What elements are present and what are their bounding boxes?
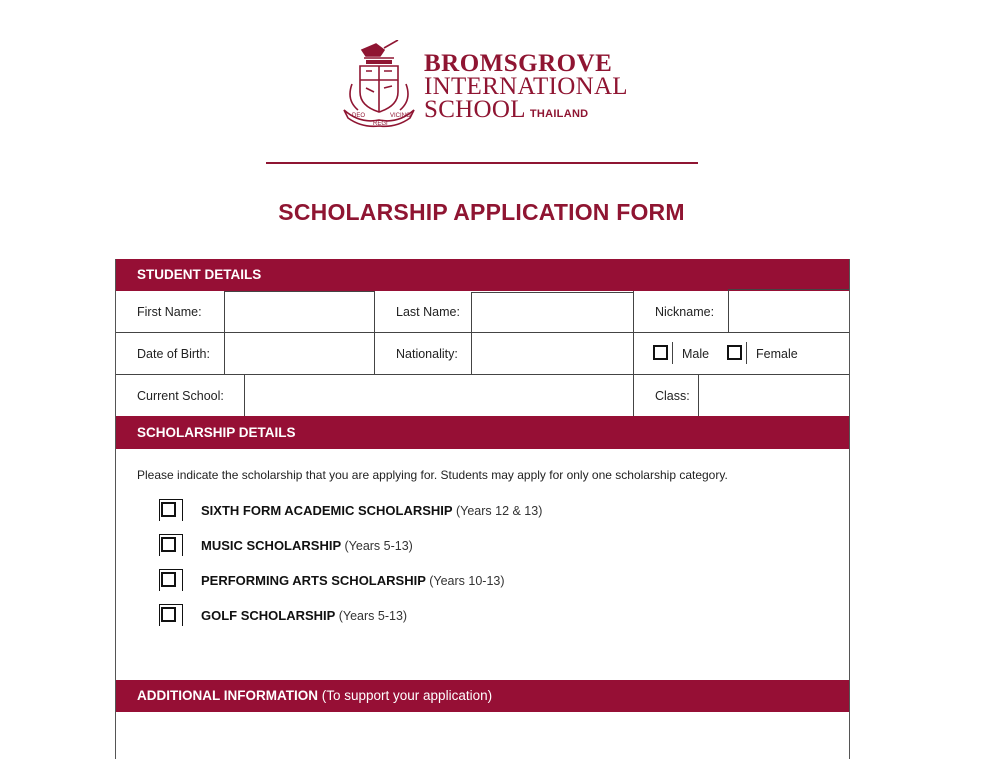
first-name-field[interactable]: [225, 292, 374, 332]
motto-right: VICINO: [390, 113, 411, 119]
school-logo: [340, 40, 630, 135]
scholarship-option: [201, 573, 505, 588]
checkbox-frame: [672, 342, 673, 364]
checkbox-frame: [746, 342, 747, 364]
nationality-field[interactable]: [472, 333, 633, 374]
scholarship-years: (Years 12 & 13): [455, 504, 543, 518]
nickname-label: Nickname:: [655, 305, 715, 319]
golf-checkbox[interactable]: [159, 604, 183, 626]
scholarship-name: MUSIC SCHOLARSHIP: [201, 538, 341, 553]
additional-info-field[interactable]: [116, 712, 849, 752]
scholarship-years: (Years 10-13): [429, 574, 505, 588]
last-name-label: Last Name:: [396, 305, 460, 319]
additional-info-heading: ADDITIONAL INFORMATION: [137, 688, 318, 703]
additional-info-subheading: (To support your application): [321, 688, 493, 703]
class-field[interactable]: [699, 375, 849, 416]
dob-field[interactable]: [225, 333, 374, 374]
nationality-label: Nationality:: [396, 347, 458, 361]
school-crest-icon: [340, 40, 420, 132]
scholarship-option: [201, 538, 413, 553]
scholarship-name: PERFORMING ARTS SCHOLARSHIP: [201, 573, 426, 588]
male-checkbox[interactable]: [653, 345, 668, 360]
header-divider: [266, 162, 698, 164]
school-name-line2: INTERNATIONAL: [424, 73, 628, 100]
scholarship-name: GOLF SCHOLARSHIP: [201, 608, 336, 623]
col-divider: [633, 291, 634, 416]
checkbox-box: [161, 537, 176, 552]
application-form: [115, 259, 850, 759]
col-divider: [374, 291, 375, 374]
first-name-label: First Name:: [137, 305, 202, 319]
student-details-header: [116, 259, 849, 291]
current-school-field[interactable]: [245, 375, 633, 416]
page-title: SCHOLARSHIP APPLICATION FORM: [278, 199, 685, 225]
music-checkbox[interactable]: [159, 534, 183, 556]
scholarship-option: [201, 608, 407, 623]
female-label: Female: [756, 347, 798, 361]
last-name-field[interactable]: [472, 293, 633, 332]
scholarship-note: Please indicate the scholarship that you are applying for. Students may apply for only one scholarship category.: [137, 468, 728, 482]
current-school-label: Current School:: [137, 389, 224, 403]
school-country: THAILAND: [529, 108, 589, 120]
female-checkbox[interactable]: [727, 345, 742, 360]
dob-label: Date of Birth:: [137, 347, 210, 361]
scholarship-details-heading: SCHOLARSHIP DETAILS: [137, 425, 296, 440]
sixth-form-checkbox[interactable]: [159, 499, 183, 521]
checkbox-box: [161, 502, 176, 517]
additional-info-header: [116, 680, 849, 712]
scholarship-years: (Years 5-13): [338, 609, 408, 623]
male-label: Male: [682, 347, 710, 361]
class-label: Class:: [655, 389, 690, 403]
nickname-field[interactable]: [729, 290, 849, 332]
school-name-line3: [424, 98, 628, 126]
scholarship-years: (Years 5-13): [344, 539, 413, 553]
school-name-line3-text: SCHOOL: [424, 96, 526, 123]
school-name-line1: BROMSGROVE: [424, 50, 613, 77]
performing-arts-checkbox[interactable]: [159, 569, 183, 591]
checkbox-box: [161, 607, 176, 622]
motto-left: DEO: [352, 113, 366, 119]
scholarship-details-header: [116, 416, 849, 449]
student-details-heading: STUDENT DETAILS: [137, 267, 262, 282]
motto-center: REGI: [373, 121, 388, 127]
scholarship-option: [201, 503, 542, 518]
scholarship-name: SIXTH FORM ACADEMIC SCHOLARSHIP: [201, 503, 453, 518]
school-name: [424, 52, 628, 126]
checkbox-box: [161, 572, 176, 587]
